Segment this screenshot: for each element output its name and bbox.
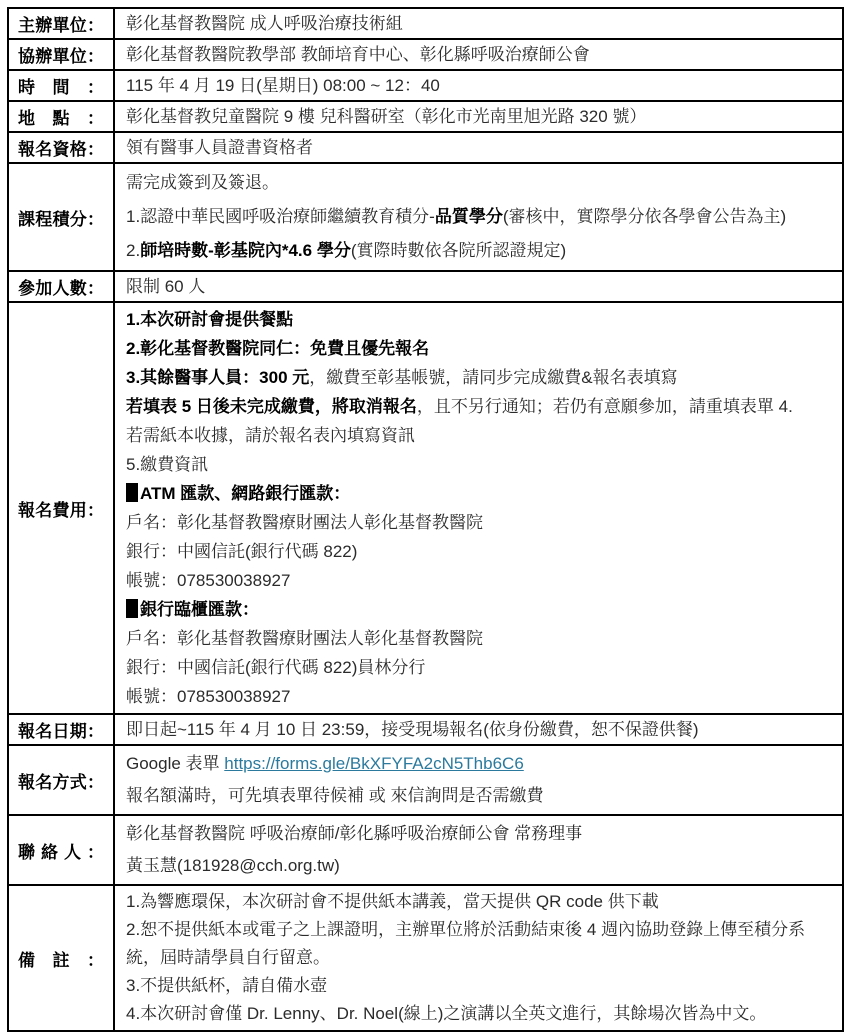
row-content [114, 39, 843, 70]
row-label: 課程積分： [8, 163, 114, 271]
text: 戶名：彰化基督教醫療財團法人彰化基督教醫院 [126, 629, 483, 648]
text: 1.認證中華民國呼吸治療師繼續教育積分- [126, 207, 435, 226]
row-content [114, 101, 843, 132]
text-line [126, 850, 832, 882]
text: 銀行：中國信託(銀行代碼 822) [126, 542, 358, 561]
row-label: 報名日期： [8, 714, 114, 745]
row-content [114, 163, 843, 271]
row-label: 主辦單位： [8, 8, 114, 39]
table-row [8, 132, 843, 163]
table-body [8, 8, 843, 1031]
row-label: 報名費用： [8, 302, 114, 714]
text-line [126, 135, 832, 160]
row-content [114, 885, 843, 1031]
row-content [114, 745, 843, 815]
text: 戶名：彰化基督教醫療財團法人彰化基督教醫院 [126, 513, 483, 532]
bold-text: 1.本次研討會提供餐點 [126, 310, 294, 329]
row-content [114, 714, 843, 745]
text: 3.不提供紙杯，請自備水壺 [126, 976, 328, 995]
text: (實際時數依各院所認證規定) [350, 241, 567, 260]
text-line [126, 537, 832, 566]
black-square-icon [126, 483, 138, 502]
bold-text: 3.其餘醫事人員：300 元 [126, 368, 310, 387]
bold-text: 銀行臨櫃匯款： [140, 600, 259, 619]
text-line [126, 166, 832, 200]
text: 彰化基督教兒童醫院 9 樓 兒科醫研室（彰化市光南里旭光路 320 號） [126, 107, 647, 126]
text: 帳號：078530038927 [126, 687, 291, 706]
text: 限制 60 人 [126, 277, 206, 296]
row-label: 參加人數： [8, 271, 114, 302]
text: ，且不另行通知；若仍有意願參加，請重填表單 4. [416, 397, 793, 416]
row-content [114, 302, 843, 714]
text: (審核中，實際學分依各學會公告為主) [502, 207, 787, 226]
text-line [126, 818, 832, 850]
text: 即日起~115 年 4 月 10 日 23:59，接受現場報名(依身份繳費，恕不保證供餐) [126, 720, 699, 739]
table-row [8, 39, 843, 70]
text: 需完成簽到及簽退。 [126, 173, 279, 192]
text: 領有醫事人員證書資格者 [126, 138, 313, 157]
text: 彰化基督教醫院 呼吸治療師/彰化縣呼吸治療師公會 常務理事 [126, 824, 583, 843]
text-line [126, 104, 832, 129]
row-label: 聯絡人： [8, 815, 114, 885]
text-line [126, 888, 832, 916]
bold-text: 品質學分 [434, 207, 503, 226]
text: 2.恕不提供紙本或電子之上課證明，主辦單位將於活動結束後 4 週內協助登錄上傳至積分系統，屆時請學員自行留意。 [126, 920, 806, 967]
text-line [126, 73, 832, 98]
text: 銀行：中國信託(銀行代碼 822)員林分行 [126, 658, 426, 677]
table-row [8, 101, 843, 132]
text: 帳號：078530038927 [126, 571, 291, 590]
row-content [114, 70, 843, 101]
table-row [8, 815, 843, 885]
text: 4.本次研討會僅 Dr. Lenny、Dr. Noel(線上)之演講以全英文進行，其餘場次皆為中文。 [126, 1004, 767, 1023]
bold-text: ATM 匯款、網路銀行匯款： [140, 484, 351, 503]
table-row [8, 302, 843, 714]
text-line [126, 595, 832, 624]
text-line [126, 916, 832, 972]
text-line [126, 421, 832, 450]
text-line [126, 479, 832, 508]
text-line [126, 42, 832, 67]
row-label: 時間： [8, 70, 114, 101]
text-line [126, 234, 832, 268]
row-label: 協辦單位： [8, 39, 114, 70]
text: 1.為響應環保，本次研討會不提供紙本講義，當天提供 QR code 供下載 [126, 892, 659, 911]
table-row [8, 745, 843, 815]
text-line [126, 1000, 832, 1028]
bold-text: 若填表 5 日後未完成繳費，將取消報名 [126, 397, 417, 416]
text-line [126, 972, 832, 1000]
registration-form-link[interactable]: https://forms.gle/BkXFYFA2cN5Thb6C6 [224, 754, 524, 773]
text: 報名額滿時，可先填表單待候補 或 來信詢問是否需繳費 [126, 786, 544, 805]
row-label: 備註： [8, 885, 114, 1031]
row-label: 報名資格： [8, 132, 114, 163]
text-line [126, 748, 832, 780]
table-row [8, 271, 843, 302]
row-content [114, 271, 843, 302]
text: 黃玉慧(181928@cch.org.tw) [126, 856, 340, 875]
text-line [126, 305, 832, 334]
text-line [126, 682, 832, 711]
text-line [126, 780, 832, 812]
text-line [126, 653, 832, 682]
text: 彰化基督教醫院教學部 教師培育中心、彰化縣呼吸治療師公會 [126, 45, 590, 64]
table-row [8, 714, 843, 745]
row-label: 地點： [8, 101, 114, 132]
text-line [126, 363, 832, 392]
text-line [126, 11, 832, 36]
text-line [126, 274, 832, 299]
text-line [126, 450, 832, 479]
table-row [8, 8, 843, 39]
text-line [126, 717, 832, 742]
text: 若需紙本收據，請於報名表內填寫資訊 [126, 426, 415, 445]
black-square-icon [126, 599, 138, 618]
table-row [8, 70, 843, 101]
seminar-info-table [7, 7, 844, 1032]
row-content [114, 8, 843, 39]
text: 5.繳費資訊 [126, 455, 209, 474]
text-line [126, 334, 832, 363]
bold-text: 師培時數-彰基院內*4.6 學分 [140, 241, 351, 260]
table-row [8, 163, 843, 271]
text: 彰化基督教醫院 成人呼吸治療技術組 [126, 14, 403, 33]
row-content [114, 815, 843, 885]
text-line [126, 566, 832, 595]
text: ，繳費至彰基帳號，請同步完成繳費&報名表填寫 [309, 368, 678, 387]
text-line [126, 508, 832, 537]
text: 115 年 4 月 19 日(星期日) 08:00 ~ 12：40 [126, 76, 440, 95]
text-line [126, 392, 832, 421]
row-label: 報名方式： [8, 745, 114, 815]
bold-text: 2.彰化基督教醫院同仁：免費且優先報名 [126, 339, 430, 358]
table-row [8, 885, 843, 1031]
row-content [114, 132, 843, 163]
text: Google 表單 [126, 754, 225, 773]
text-line [126, 200, 832, 234]
text: 2. [126, 241, 141, 260]
text-line [126, 624, 832, 653]
